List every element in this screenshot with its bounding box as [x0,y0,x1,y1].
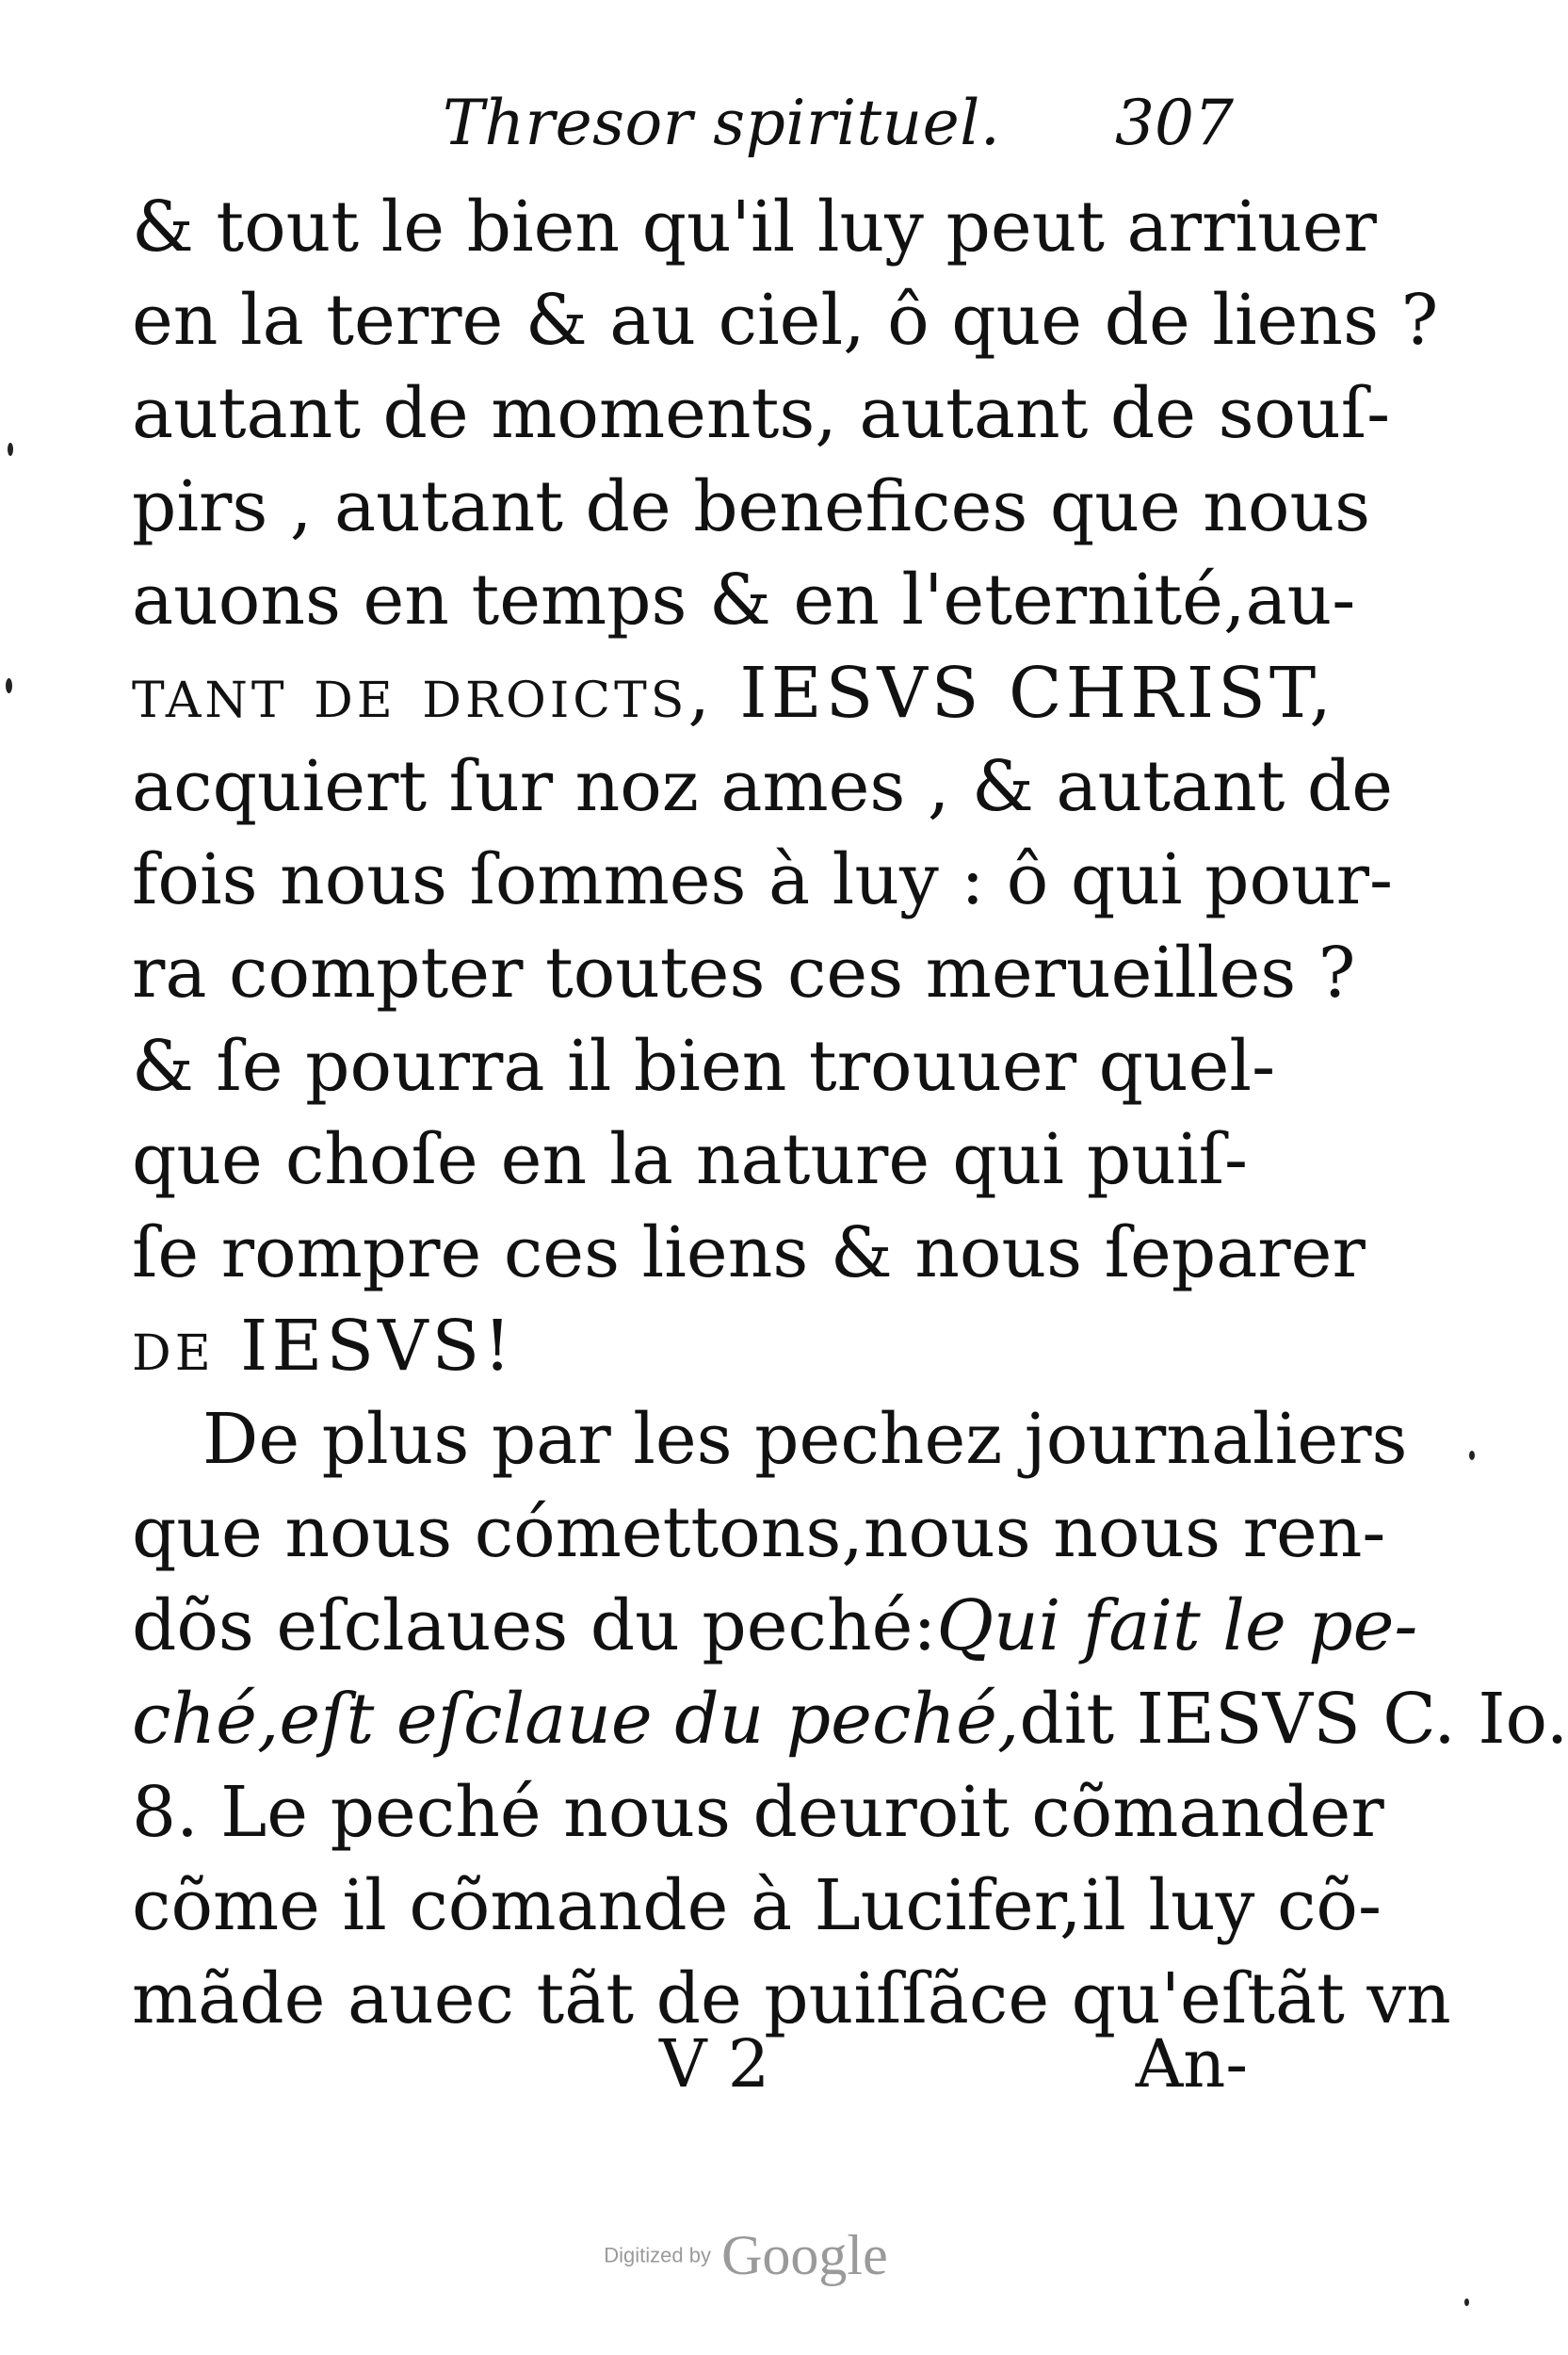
paper-speck [1464,2298,1469,2306]
text-line-with-name: tant de droicts, IESVS CHRIST, [132,653,1335,734]
text-line: fois nous ſommes à luy : ô qui pour- [132,839,1394,920]
running-title: Thresor spirituel. [443,87,1001,159]
text-line: que choſe en la nature qui puiſ- [132,1119,1248,1200]
text-line: auons en temps & en l'eternité,au- [132,560,1356,641]
paper-speck [6,678,12,693]
text-line: 8. Le peché nous deuroit cõmander [132,1772,1384,1853]
text-line: cõme il cõmande à Lucifer,il luy cõ- [132,1865,1382,1946]
quotation-italic: Qui fait le pe- [936,1585,1418,1666]
paper-speck [8,443,13,456]
page-number: 307 [1115,87,1234,159]
catchword: An- [1135,2025,1248,2103]
text-line: mãde auec tãt de puiſſãce qu'eſtãt vn [132,1958,1451,2039]
watermark-prefix: Digitized by [604,2243,711,2267]
google-logo: Google [721,2224,888,2286]
paper-speck [1469,1451,1475,1460]
text-line: ſe rompre ces liens & nous ſeparer [132,1212,1366,1293]
text-line-paragraph-end: de IESVS! [132,1306,515,1387]
text-line: & tout le bien qu'il luy peut arriuer [132,187,1377,268]
text-line: autant de moments, autant de souſ- [132,373,1391,454]
signature-mark: V 2 [659,2025,770,2103]
body-text [132,181,1568,2046]
text-line: & ſe pourra il bien trouuer quel- [132,1026,1276,1107]
text-line-quote-end [132,1673,1568,1766]
page-header [405,87,1253,171]
text-line: pirs , autant de benefices que nous [132,466,1371,547]
scripture-reference: dit IESVS C. Io. [1019,1679,1568,1760]
text-line-paragraph-start: De plus par les pechez journaliers [202,1399,1408,1480]
text-line: en la terre & au ciel, ô que de liens ? [132,280,1439,361]
text-line-quote-start [132,1580,1418,1673]
text-line: ra compter toutes ces merueilles ? [132,933,1356,1014]
digitization-watermark [0,2223,1492,2288]
page-footer [132,2025,1248,2110]
text-line: acquiert ſur noz ames , & autant de [132,746,1394,827]
text-line: que nous cómettons,nous nous ren- [132,1492,1386,1573]
quotation-italic: ché,eſt eſclaue du peché, [132,1679,1020,1760]
text-run: dõs eſclaues du peché: [132,1585,937,1666]
